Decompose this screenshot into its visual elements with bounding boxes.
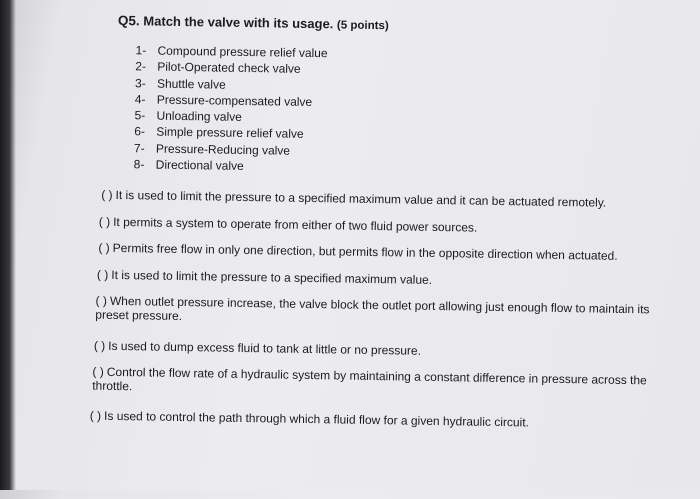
usage-item	[94, 339, 421, 358]
valve-label: Directional valve	[155, 157, 244, 174]
valve-list	[134, 42, 328, 175]
answer-blank[interactable]: ( )	[98, 214, 111, 229]
valve-label: Simple pressure relief valve	[156, 125, 304, 142]
answer-blank[interactable]: ( )	[93, 338, 106, 353]
usage-text: It permits a system to operate from either of two fluid power sources.	[113, 214, 478, 235]
valve-number: 1-	[135, 43, 147, 58]
answer-blank[interactable]: ( )	[96, 267, 109, 282]
answer-blank[interactable]: ( )	[98, 240, 110, 255]
valve-number: 6-	[134, 124, 146, 139]
usage-text: Permits free flow in only one direction, but permits flow in the opposite direction when actuated.	[112, 240, 618, 263]
usage-item	[99, 215, 478, 235]
answer-blank[interactable]: ( )	[101, 187, 113, 202]
valve-number: 7-	[133, 141, 145, 156]
valve-label: Shuttle valve	[156, 76, 226, 92]
usage-text: When outlet pressure increase, the valve block the outlet port allowing just enough flow to maintain its preset pressure.	[95, 293, 650, 324]
question-heading	[118, 13, 389, 32]
usage-text: Is used to control the path through which a fluid flow for a given hydraulic circuit.	[103, 408, 530, 430]
answer-blank[interactable]: ( )	[95, 293, 108, 308]
question-points: (5 points)	[336, 19, 389, 33]
usage-text: Control the flow rate of a hydraulic system by maintaining a constant difference in pressure across the throttle.	[92, 364, 647, 394]
valve-number: 5-	[134, 108, 146, 123]
valve-label: Pressure-Reducing valve	[155, 141, 291, 158]
answer-blank[interactable]: ( )	[89, 408, 102, 423]
usage-item	[90, 409, 529, 430]
usage-item	[101, 188, 606, 210]
question-number: Q5.	[117, 12, 140, 29]
valve-label: Unloading valve	[156, 108, 242, 125]
valve-number: 3-	[134, 75, 146, 91]
valve-item	[134, 156, 326, 175]
valve-number: 2-	[135, 59, 147, 74]
usage-text: It is used to limit the pressure to a specified maximum value and it can be actuated remotely.	[115, 187, 607, 210]
valve-label: Pilot-Operated check valve	[157, 59, 301, 77]
valve-label: Pressure-compensated valve	[156, 92, 313, 109]
valve-label: Compound pressure relief value	[157, 43, 328, 61]
usage-item	[92, 365, 657, 402]
usage-text: Is used to dump excess fluid to tank at little or no pressure.	[108, 338, 422, 358]
usage-text: It is used to limit the pressure to a specified maximum value.	[111, 267, 433, 287]
question-text: Match the valve with its usage.	[143, 13, 334, 32]
usage-item	[97, 268, 432, 287]
usage-item	[98, 241, 617, 263]
valve-number: 8-	[133, 157, 145, 172]
answer-blank[interactable]: ( )	[92, 364, 104, 379]
usage-list	[89, 187, 677, 430]
valve-number: 4-	[134, 92, 146, 107]
usage-item	[95, 294, 670, 331]
